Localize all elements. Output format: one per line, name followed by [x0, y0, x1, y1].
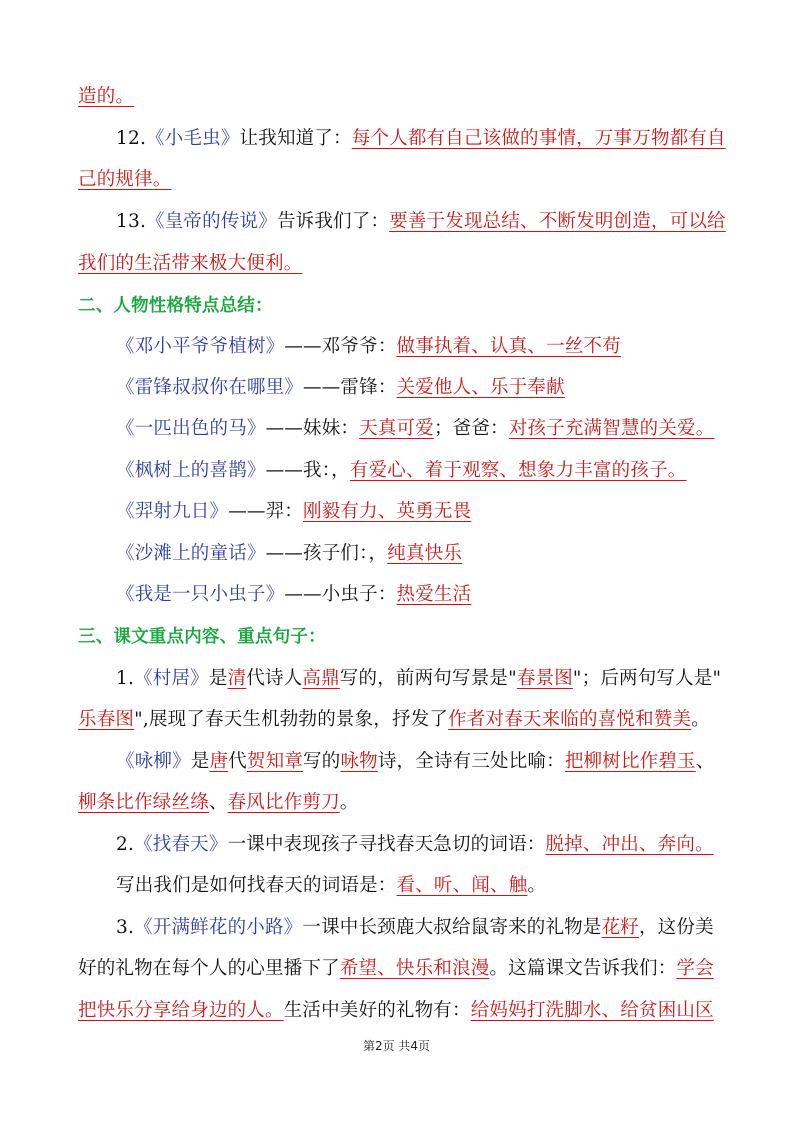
- text: ——羿：: [228, 501, 304, 522]
- answer: 春景图: [516, 668, 573, 689]
- heading-text: 二、人物性格特点总结：: [78, 296, 273, 316]
- answer: 每个人都有自己该做的事情，万事万物都有自: [351, 128, 726, 149]
- answer: 春风比作剪刀: [227, 792, 340, 813]
- answer: 花籽: [601, 917, 639, 938]
- text: 。这篇课文告诉我们：: [489, 958, 677, 979]
- answer: 咏物: [340, 751, 378, 772]
- answer: 作者对春天来临的喜悦和赞美: [448, 709, 692, 730]
- text: ——妹妹：: [265, 418, 360, 439]
- text: 、: [208, 792, 228, 813]
- answer: 把快乐分享给身边的人。: [78, 1000, 284, 1021]
- text: 是: [190, 751, 210, 772]
- lesson-title: 《雷锋叔叔你在哪里》: [116, 377, 304, 398]
- text: 代: [228, 751, 247, 772]
- answer: 做事执着、认真、一丝不苟: [396, 336, 621, 357]
- section-heading: [78, 286, 718, 326]
- text: 写出我们是如何找春天的词语是：: [116, 875, 397, 896]
- text: 一课中表现孩子寻找春天急切的词语：: [227, 834, 546, 855]
- answer: 乐春图: [78, 709, 135, 730]
- answer: 要善于发现总结、不断发明创造，可以给: [389, 211, 726, 232]
- lesson-title: 《一匹出色的马》: [116, 418, 266, 439]
- answer: 看、听、闻、触: [396, 875, 528, 896]
- text: 一课中长颈鹿大叔给鼠寄来的礼物是: [302, 917, 602, 938]
- answer: 关爱他人、乐于奉献: [396, 377, 565, 398]
- answer: 有爱心、着于观察、想象力丰富的孩子。: [349, 460, 687, 481]
- text: 、: [695, 751, 715, 772]
- answer: 刚毅有力、英勇无畏: [303, 501, 472, 522]
- text: 写的: [303, 751, 341, 772]
- item-number: 2.: [116, 834, 135, 855]
- text: ，这份美: [638, 917, 714, 938]
- item-number: 13.: [116, 211, 147, 232]
- answer: 热爱生活: [396, 584, 472, 605]
- text-line: [116, 368, 718, 408]
- text: 告诉我们了：: [276, 211, 390, 232]
- answer: 对孩子充满智慧的关爱。: [508, 418, 715, 439]
- text: ——我：，: [265, 460, 350, 481]
- text: 是: [208, 668, 228, 689]
- answer: 给妈妈打洗脚水、给贫困山区: [470, 1000, 714, 1021]
- text-line: [78, 991, 718, 1031]
- lesson-title: 《羿射九日》: [116, 501, 229, 522]
- text-line: [116, 327, 718, 367]
- text: 。: [339, 792, 359, 813]
- text: 诗，全诗有三处比喻：: [377, 751, 565, 772]
- lesson-title: 《我是一只小虫子》: [116, 584, 285, 605]
- text: "；后两句写人是": [572, 668, 722, 689]
- answer: 天真可爱: [359, 418, 434, 439]
- lesson-title: 《村居》: [134, 668, 209, 689]
- lesson-title: 《小毛虫》: [146, 128, 240, 149]
- text: ——邓爷爷：: [284, 336, 397, 357]
- answer: 希望、快乐和浪漫: [339, 958, 490, 979]
- text-line: [78, 244, 718, 284]
- text-line: [78, 700, 718, 740]
- text: 生活中美好的礼物有：: [283, 1000, 471, 1021]
- text-line: [116, 492, 718, 532]
- text-line: [116, 202, 726, 242]
- section-heading: [78, 617, 718, 657]
- item-number: 3.: [116, 917, 135, 938]
- lesson-title: 《邓小平爷爷植树》: [116, 336, 285, 357]
- text: ——孩子们：，: [265, 543, 388, 564]
- answer: 学会: [676, 958, 714, 979]
- answer: 唐: [209, 751, 229, 772]
- lesson-title: 《皇帝的传说》: [146, 211, 277, 232]
- text: 。: [527, 875, 547, 896]
- lesson-title: 《开满鲜花的小路》: [134, 917, 303, 938]
- text-line: [116, 742, 718, 782]
- answer: 己的规律。: [78, 169, 172, 190]
- text-line: [116, 659, 722, 699]
- answer: 纯真快乐: [387, 543, 463, 564]
- text: ——小虫子：: [284, 584, 397, 605]
- text: ——雷锋：: [303, 377, 397, 398]
- text: 写的，前两句写景是": [339, 668, 517, 689]
- lesson-title: 《枫树上的喜鹊》: [116, 460, 266, 481]
- item-number: 1.: [116, 668, 135, 689]
- text-line: [78, 783, 718, 823]
- answer: 贺知章: [246, 751, 304, 772]
- text: ",展现了春天生机勃勃的景象，抒发了: [134, 709, 449, 730]
- answer: 造的。: [78, 86, 135, 107]
- lesson-title: 《沙滩上的童话》: [116, 543, 266, 564]
- text-line: [116, 409, 718, 449]
- lesson-title: 《咏柳》: [116, 751, 191, 772]
- answer: 我们的生活带来极大便利。: [78, 253, 303, 274]
- heading-text: 三、课文重点内容、重点句子：: [78, 627, 326, 647]
- item-number: 12.: [116, 128, 147, 149]
- answer: 柳条比作绿丝绦: [78, 792, 209, 813]
- text-line: [78, 160, 718, 200]
- text-line: [116, 534, 718, 574]
- text: 好的礼物在每个人的心里播下了: [78, 958, 340, 979]
- page-footer: 第2页 共4页: [362, 1039, 431, 1053]
- answer: 高鼎: [302, 668, 340, 689]
- text-line: [116, 908, 718, 948]
- answer: 把柳树比作碧玉: [564, 751, 696, 772]
- lesson-title: 《找春天》: [134, 834, 228, 855]
- text-line: [116, 866, 718, 906]
- answer: 脱掉、冲出、奔向。: [545, 834, 714, 855]
- text: ；爸爸：: [433, 418, 509, 439]
- text-line: [116, 451, 718, 491]
- text: 。: [691, 709, 710, 730]
- text: 代诗人: [246, 668, 303, 689]
- text-line: [78, 949, 718, 989]
- text-line: [116, 825, 718, 865]
- text-line: [116, 119, 726, 159]
- text-line: [116, 575, 718, 615]
- answer: 清: [227, 668, 247, 689]
- text: 让我知道了：: [239, 128, 352, 149]
- text-line: [78, 77, 718, 117]
